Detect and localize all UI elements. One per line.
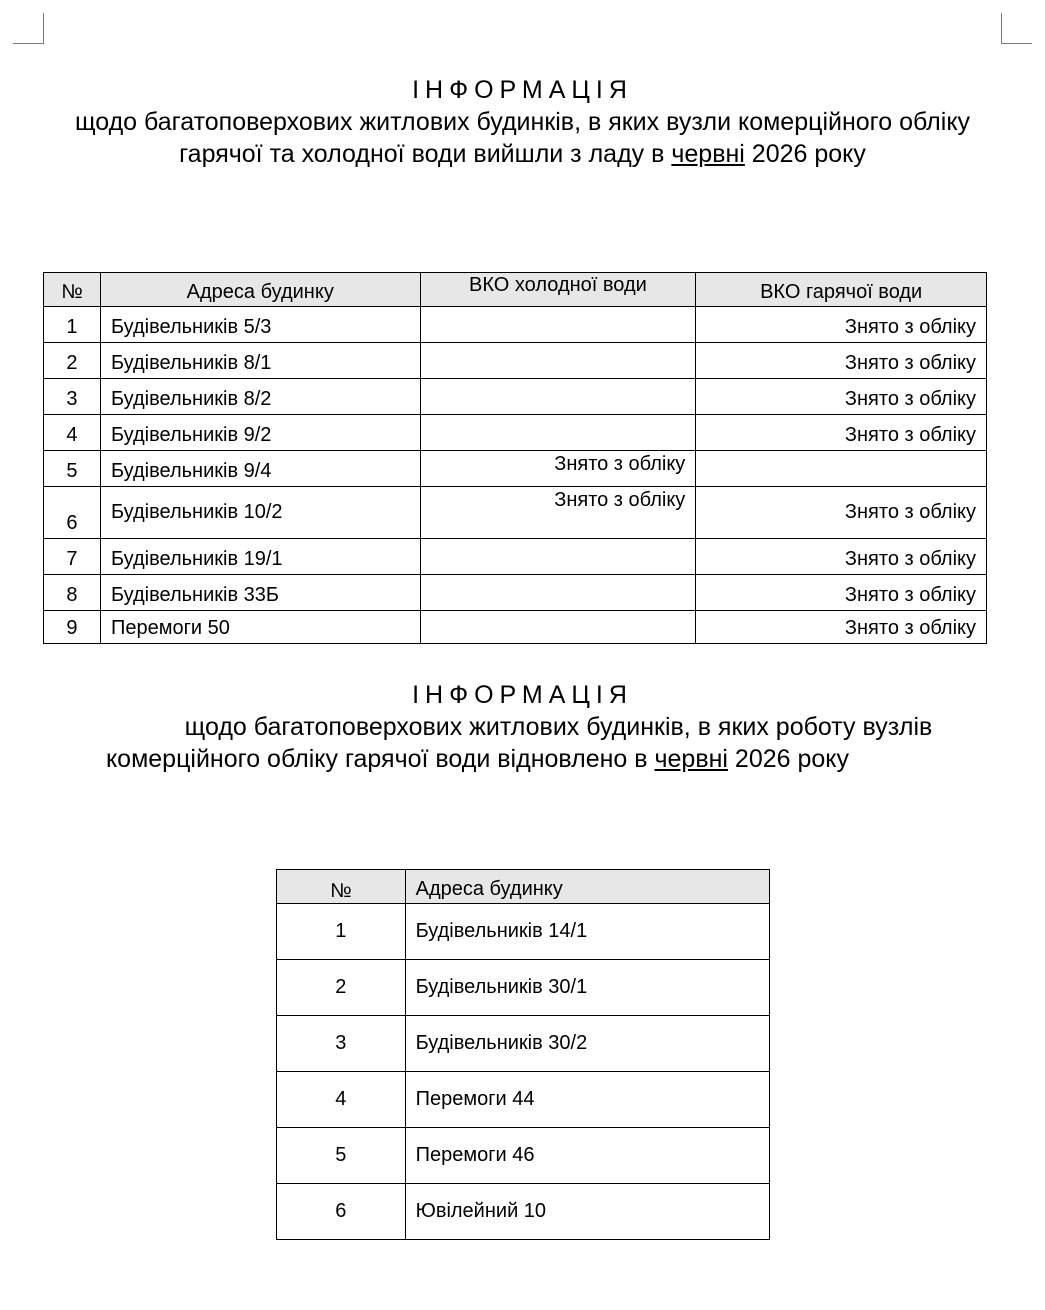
- table-row: [277, 960, 770, 1016]
- row-hot: Знято з обліку: [696, 379, 987, 415]
- table-row: [44, 415, 987, 451]
- row-address: Перемоги 50: [100, 611, 420, 644]
- row-num: 5: [277, 1128, 406, 1184]
- row-hot: Знято з обліку: [696, 611, 987, 644]
- row-cold: [420, 575, 696, 611]
- row-hot: Знято з обліку: [696, 415, 987, 451]
- table-row: [44, 611, 987, 644]
- row-address: Будівельників 33Б: [100, 575, 420, 611]
- row-cold: [420, 415, 696, 451]
- row-address: Будівельників 9/2: [100, 415, 420, 451]
- table-header-row: [277, 870, 770, 904]
- row-num: 5: [44, 451, 101, 487]
- section2-subtitle-month: червні: [654, 745, 728, 773]
- row-address: Ювілейний 10: [405, 1184, 769, 1240]
- header-address: Адреса будинку: [405, 870, 769, 904]
- section2-subtitle-post: 2026 року: [727, 745, 850, 773]
- table-row: [44, 451, 987, 487]
- row-address: Перемоги 46: [405, 1128, 769, 1184]
- table-row: [277, 1184, 770, 1240]
- row-cold: Знято з обліку: [420, 451, 696, 487]
- row-hot: Знято з обліку: [696, 343, 987, 379]
- section1-subtitle-post: 2026 року: [744, 140, 866, 168]
- table-row: [44, 379, 987, 415]
- row-cold: [420, 611, 696, 644]
- row-num: 9: [44, 611, 101, 644]
- row-address: Будівельників 9/4: [100, 451, 420, 487]
- table-row: [44, 307, 987, 343]
- row-num: 6: [44, 487, 101, 539]
- header-num: №: [44, 273, 101, 307]
- row-address: Будівельників 30/1: [405, 960, 769, 1016]
- row-num: 1: [44, 307, 101, 343]
- section1-subtitle-pre: гарячої та холодної води вийшли з ладу в: [179, 140, 672, 168]
- section2-subtitle-line1: щодо багатоповерхових житлових будинків, в яких роботу вузлів: [184, 713, 933, 741]
- header-cold: ВКО холодної води: [420, 273, 696, 307]
- table-row: [277, 1016, 770, 1072]
- header-address: Адреса будинку: [100, 273, 420, 307]
- section1-subtitle-month: червні: [671, 140, 745, 168]
- row-cold: [420, 307, 696, 343]
- table-header-row: [44, 273, 987, 307]
- row-address: Будівельників 8/2: [100, 379, 420, 415]
- row-cold: [420, 379, 696, 415]
- table-row: [44, 575, 987, 611]
- section2-title: ІНФОРМАЦІЯ: [412, 681, 633, 709]
- row-hot: [696, 451, 987, 487]
- table-row: [44, 343, 987, 379]
- table-row: [277, 904, 770, 960]
- row-num: 3: [44, 379, 101, 415]
- row-address: Будівельників 14/1: [405, 904, 769, 960]
- row-hot: Знято з обліку: [696, 307, 987, 343]
- restored-meters-table: [276, 869, 770, 1240]
- section1-title: ІНФОРМАЦІЯ: [412, 76, 633, 104]
- section1-subtitle-line1: щодо багатоповерхових житлових будинків, в яких вузли комерційного обліку: [74, 108, 971, 136]
- section1-subtitle-line2: [0, 138, 1045, 170]
- row-cold: [420, 539, 696, 575]
- row-num: 2: [44, 343, 101, 379]
- section2-subtitle-pre: комерційного обліку гарячої води відновлено в: [105, 745, 655, 773]
- row-address: Будівельників 5/3: [100, 307, 420, 343]
- table-row: [44, 539, 987, 575]
- row-num: 4: [44, 415, 101, 451]
- section2-subtitle-line2: [0, 743, 1045, 775]
- row-address: Будівельників 10/2: [100, 487, 420, 539]
- section2-heading-block: [0, 679, 1045, 775]
- header-hot: ВКО гарячої води: [696, 273, 987, 307]
- row-num: 7: [44, 539, 101, 575]
- row-num: 2: [277, 960, 406, 1016]
- page-corner-mark-right: [1001, 13, 1032, 44]
- row-hot: Знято з обліку: [696, 487, 987, 539]
- row-num: 4: [277, 1072, 406, 1128]
- row-num: 6: [277, 1184, 406, 1240]
- row-num: 1: [277, 904, 406, 960]
- row-address: Будівельників 19/1: [100, 539, 420, 575]
- row-hot: Знято з обліку: [696, 539, 987, 575]
- header-num: №: [277, 870, 406, 904]
- row-address: Будівельників 30/2: [405, 1016, 769, 1072]
- row-address: Перемоги 44: [405, 1072, 769, 1128]
- page-corner-mark-left: [13, 13, 44, 44]
- row-cold: [420, 343, 696, 379]
- table-row: [44, 487, 987, 539]
- table-row: [277, 1072, 770, 1128]
- row-num: 3: [277, 1016, 406, 1072]
- row-hot: Знято з обліку: [696, 575, 987, 611]
- row-address: Будівельників 8/1: [100, 343, 420, 379]
- failed-meters-table: [43, 272, 987, 644]
- row-cold: Знято з обліку: [420, 487, 696, 539]
- section1-heading-block: [0, 74, 1045, 170]
- row-num: 8: [44, 575, 101, 611]
- table-row: [277, 1128, 770, 1184]
